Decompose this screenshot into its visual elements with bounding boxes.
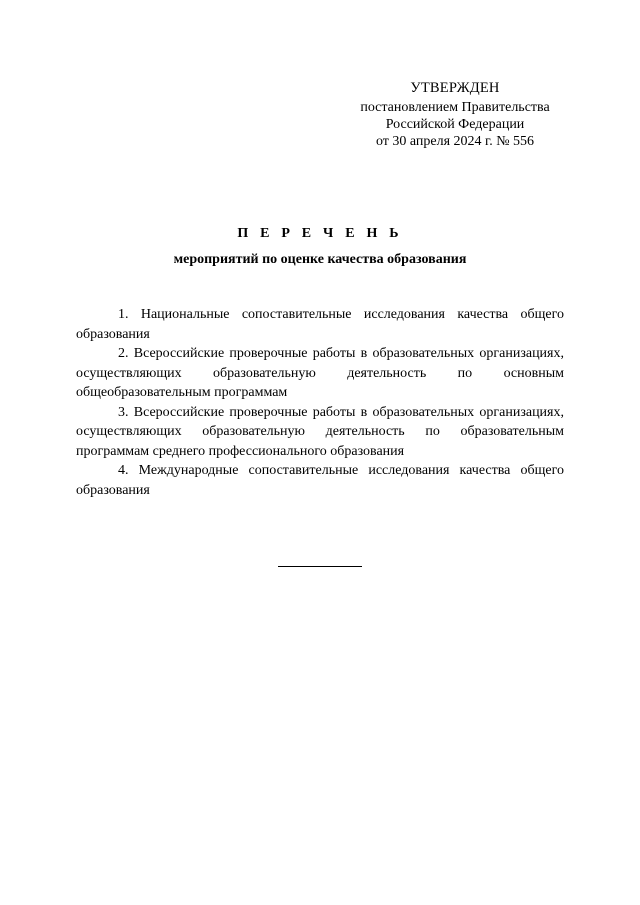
list-item-text: Международные сопоставительные исследования качества общего образования — [76, 463, 564, 498]
end-divider — [278, 566, 362, 567]
approval-resolution-line: постановлением Правительства — [360, 100, 550, 115]
list-item-number: 1. — [118, 307, 129, 322]
list-item-text: Всероссийские проверочные работы в образовательных организациях, осуществляющих образовательную деятельность по основным общеобразовательным программам — [76, 346, 564, 400]
list-item-text: Всероссийские проверочные работы в образовательных организациях, осуществляющих образовательную деятельность по образовательным программам среднего профессионального образования — [76, 404, 564, 459]
list-item-text: Национальные сопоставительные исследования качества общего образования — [76, 307, 565, 342]
approval-date-line: от 30 апреля 2024 г. № 556 — [375, 134, 535, 149]
approval-block — [340, 80, 570, 150]
document-title: П Е Р Е Ч Е Н Ь — [237, 226, 403, 241]
approved-heading: УТВЕРЖДЕН — [410, 80, 500, 96]
list-item-number: 4. — [118, 463, 129, 478]
list-item — [76, 403, 564, 462]
list-item — [76, 344, 564, 403]
list-item-number: 3. — [118, 404, 129, 420]
list-item — [76, 305, 564, 344]
measures-list — [76, 305, 564, 500]
document-subtitle: мероприятий по оценке качества образования — [173, 252, 467, 267]
approval-government-line: Российской Федерации — [385, 117, 525, 132]
list-item-number: 2. — [118, 346, 129, 361]
list-item — [76, 461, 564, 500]
